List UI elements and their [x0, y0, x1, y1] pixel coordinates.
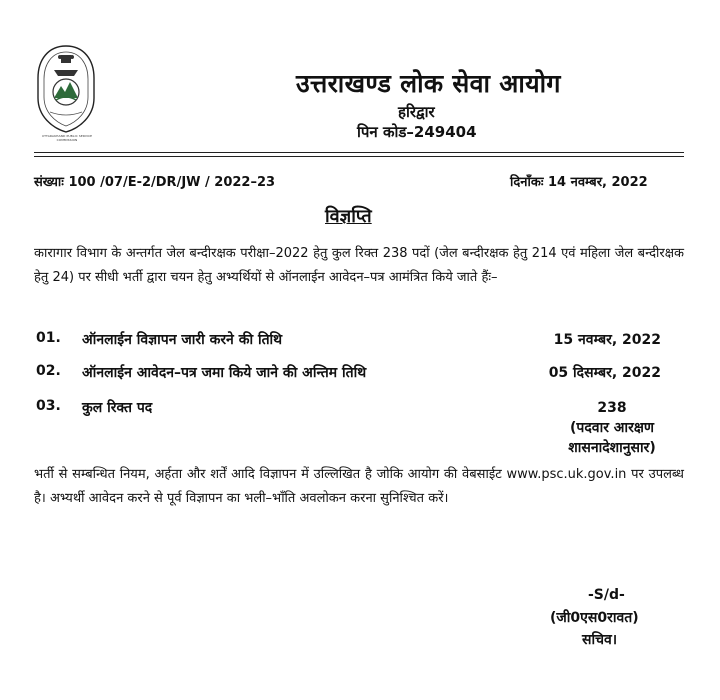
logo-caption: UTTARAKHAND PUBLIC SERVICE COMMISSION [41, 134, 93, 142]
organisation-city: हरिद्वार [398, 103, 435, 121]
item-number: 02. [36, 363, 61, 379]
reference-number: संख्याः 100 /07/E-2/DR/JW / 2022–23 [34, 175, 276, 190]
item-label: कुल रिक्त पद [82, 400, 153, 416]
organisation-title: उत्तराखण्ड लोक सेवा आयोग [296, 69, 561, 98]
intro-paragraph: कारागार विभाग के अन्तर्गत जेल बन्दीरक्षक परीक्षा–2022 हेतु कुल रिक्त 238 पदों (जेल बन्दीरक्षक हेतु 214 एवं महिला जेल बन्दीरक्षक हेतु 24) पर सीधी भर्ती द्वारा चयन हेतु अभ्यर्थियों से ऑनलाईन आवेदन–पत्र आमंत्रित किये जाते हैंः– [34, 246, 684, 285]
item-number: 03. [36, 398, 61, 414]
item-label: ऑनलाईन विज्ञापन जारी करने की तिथि [82, 332, 283, 348]
item-number: 01. [36, 330, 61, 346]
item-label: ऑनलाईन आवेदन–पत्र जमा किये जाने की अन्तिम तिथि [82, 365, 367, 381]
signatory-name: (जी0एस0रावत) [550, 610, 639, 626]
item-value: 15 नवम्बर, 2022 [553, 332, 661, 348]
notice-title: विज्ञप्ति [325, 206, 372, 227]
item-value: 05 दिसम्बर, 2022 [548, 365, 661, 381]
header-divider [34, 152, 684, 153]
signature-mark: -S/d- [588, 587, 625, 603]
item-value-note: (पदवार आरक्षण [570, 420, 654, 436]
organisation-pin-code: पिन कोड–249404 [357, 123, 477, 141]
item-value-note: शासनादेशानुसार) [568, 440, 656, 456]
closing-paragraph: भर्ती से सम्बन्धित नियम, अर्हता और शर्तें आदि विज्ञापन में उल्लिखित है जोकि आयोग की वेबसाईट www.psc.uk.gov.in पर उपलब्ध है। अभ्यर्थी आवेदन करने से पूर्व विज्ञापन का भली–भाँति अवलोकन करना सुनिश्चित करें। [34, 467, 684, 506]
header-divider-second [34, 156, 684, 157]
item-value: 238 [597, 400, 627, 416]
item-value-block [552, 398, 672, 458]
commission-emblem-logo [34, 42, 98, 136]
emblem-icon [34, 42, 98, 136]
signatory-designation: सचिव। [582, 632, 618, 648]
notice-date: दिनाँकः 14 नवम्बर, 2022 [510, 175, 648, 190]
